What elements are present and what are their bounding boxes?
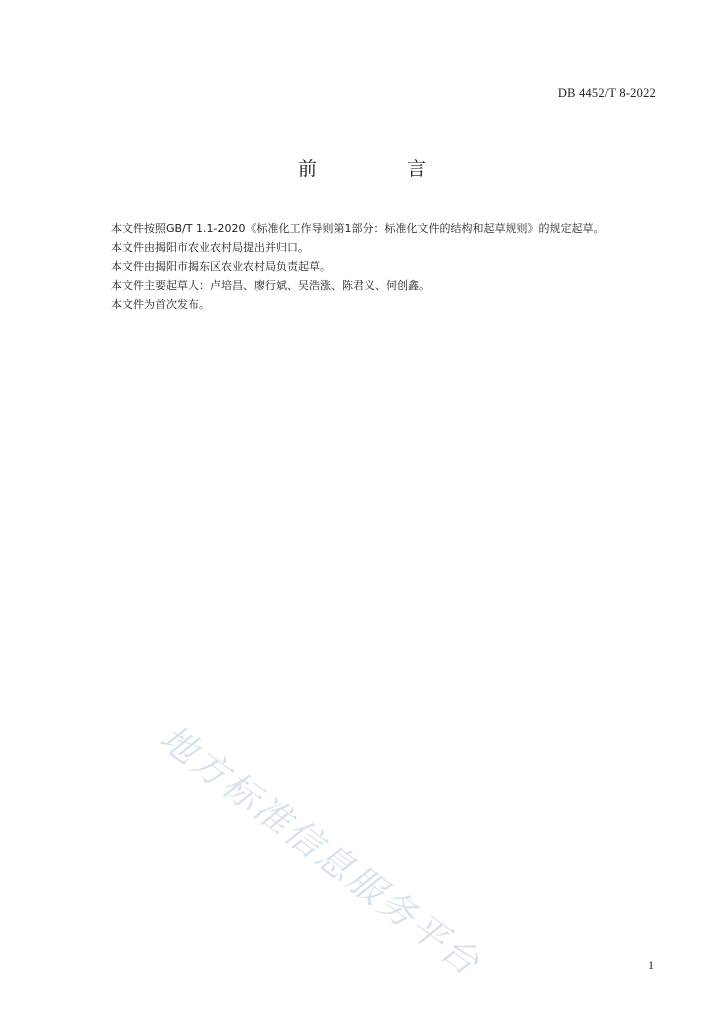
- document-code: DB 4452/T 8-2022: [557, 86, 656, 100]
- paragraph-proposer: 本文件由揭阳市农业农村局提出并归口。: [111, 241, 309, 254]
- paragraph-drafters: 本文件主要起草人：卢培昌、廖行斌、吴浩涨、陈君义、何创鑫。: [111, 279, 430, 292]
- paragraph-drafting-unit: 本文件由揭阳市揭东区农业农村局负责起草。: [111, 260, 331, 273]
- paragraph-drafting-basis: 本文件按照GB/T 1.1-2020《标准化工作导则第1部分：标准化文件的结构和起草规则》的规定起草。: [111, 222, 605, 235]
- watermark: 地方标准信息服务平台: [151, 717, 489, 985]
- section-title: 前 言: [297, 158, 469, 180]
- page-number: 1: [648, 958, 654, 972]
- paragraph-release-note: 本文件为首次发布。: [111, 298, 210, 311]
- foreword-body: [89, 219, 659, 314]
